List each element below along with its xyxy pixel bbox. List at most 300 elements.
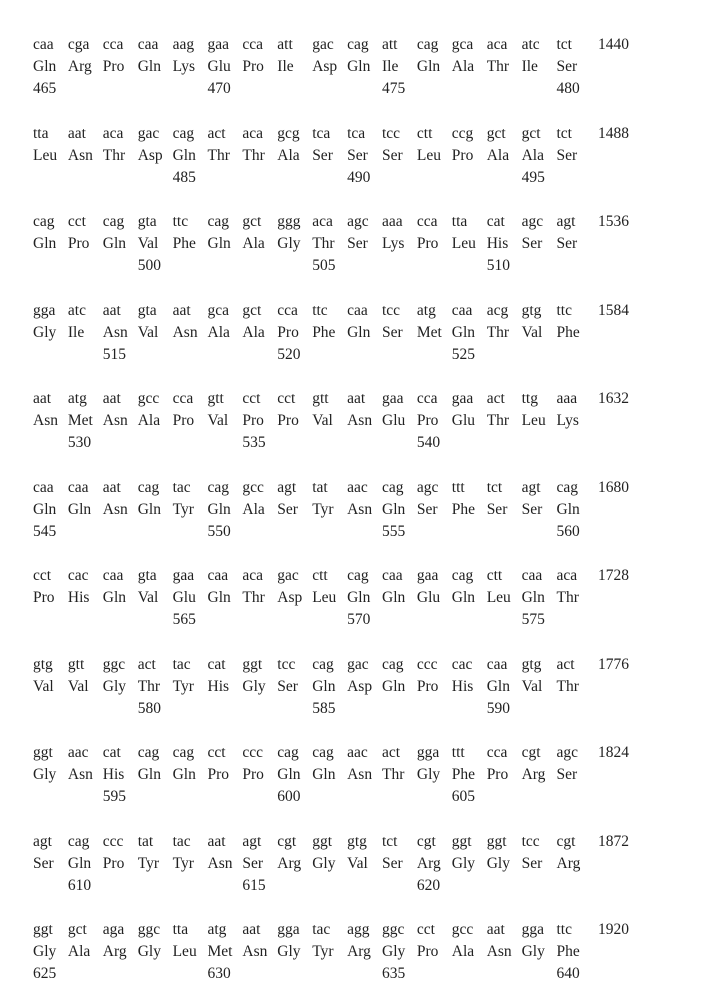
amino-acid: Ala [68, 943, 90, 961]
codon: cag [173, 125, 195, 143]
residue-number: 640 [557, 965, 580, 983]
codon: ggc [138, 921, 160, 939]
codon: cct [208, 744, 226, 762]
amino-acid: Asp [138, 147, 163, 165]
codon: gct [68, 921, 87, 939]
amino-acid: Asn [487, 943, 512, 961]
codon: cag [452, 567, 474, 585]
codon: gtg [347, 833, 367, 851]
sequence-block [0, 390, 702, 460]
amino-acid: Gly [277, 943, 300, 961]
amino-acid: Asn [208, 855, 233, 873]
codon: cgt [522, 744, 541, 762]
amino-acid: Pro [242, 412, 264, 430]
amino-acid: Thr [208, 147, 230, 165]
residue-number: 525 [452, 346, 475, 364]
codon: cag [347, 36, 369, 54]
amino-acid: Thr [312, 235, 334, 253]
amino-acid: Gly [522, 943, 545, 961]
codon: tta [33, 125, 49, 143]
residue-number: 470 [208, 80, 231, 98]
residue-number: 540 [417, 434, 440, 452]
codon: tta [173, 921, 189, 939]
amino-acid: Thr [557, 678, 579, 696]
codon: gaa [208, 36, 230, 54]
residue-number: 625 [33, 965, 56, 983]
amino-acid: Gln [208, 589, 231, 607]
codon: agc [522, 213, 544, 231]
nucleotide-position: 1920 [598, 921, 629, 939]
residue-number: 530 [68, 434, 91, 452]
codon: ttt [452, 744, 465, 762]
codon: aga [103, 921, 125, 939]
codon: aca [242, 125, 263, 143]
sequence-block [0, 833, 702, 903]
amino-acid: Ile [68, 324, 84, 342]
residue-number: 615 [242, 877, 265, 895]
amino-acid: Gln [138, 58, 161, 76]
codon: agc [557, 744, 579, 762]
amino-acid: Ser [522, 855, 543, 873]
amino-acid: Gly [138, 943, 161, 961]
residue-number: 575 [522, 611, 545, 629]
codon: gaa [417, 567, 439, 585]
codon: ttc [173, 213, 189, 231]
codon: caa [347, 302, 368, 320]
codon: tac [173, 656, 191, 674]
amino-acid: Gln [557, 501, 580, 519]
amino-acid: Leu [522, 412, 546, 430]
amino-acid: Ser [417, 501, 438, 519]
codon: gct [242, 213, 261, 231]
amino-acid: Pro [103, 855, 125, 873]
codon: cag [312, 744, 334, 762]
amino-acid: Tyr [312, 501, 333, 519]
codon: ctt [312, 567, 328, 585]
amino-acid: Asn [347, 412, 372, 430]
amino-acid: Ser [557, 58, 578, 76]
codon: tac [173, 479, 191, 497]
amino-acid: Arg [557, 855, 581, 873]
residue-number: 545 [33, 523, 56, 541]
codon: cca [277, 302, 298, 320]
amino-acid: Ser [33, 855, 54, 873]
codon: gga [33, 302, 55, 320]
amino-acid: Gln [33, 235, 56, 253]
codon: caa [33, 36, 54, 54]
codon: aac [347, 479, 368, 497]
codon: cgt [557, 833, 576, 851]
amino-acid: Asn [68, 147, 93, 165]
residue-number: 580 [138, 700, 161, 718]
codon: ggt [487, 833, 507, 851]
residue-number: 485 [173, 169, 196, 187]
residue-number: 600 [277, 788, 300, 806]
amino-acid: Leu [487, 589, 511, 607]
codon: tcc [382, 302, 400, 320]
amino-acid: Pro [417, 235, 439, 253]
codon: ggt [312, 833, 332, 851]
codon: caa [68, 479, 89, 497]
sequence-block [0, 567, 702, 637]
codon: gaa [382, 390, 404, 408]
amino-acid: Gln [382, 501, 405, 519]
codon: cca [173, 390, 194, 408]
amino-acid: Gly [452, 855, 475, 873]
amino-acid: Gly [103, 678, 126, 696]
amino-acid: Gln [452, 324, 475, 342]
amino-acid: Ser [522, 501, 543, 519]
amino-acid: Ala [452, 943, 474, 961]
codon: cca [417, 390, 438, 408]
codon: aaa [557, 390, 578, 408]
codon: cag [208, 479, 230, 497]
codon: gct [522, 125, 541, 143]
amino-acid: Gln [452, 589, 475, 607]
codon: ggt [33, 921, 53, 939]
amino-acid: Gln [347, 58, 370, 76]
codon: att [382, 36, 398, 54]
sequence-block [0, 36, 702, 106]
amino-acid: Gly [382, 943, 405, 961]
codon: cag [382, 656, 404, 674]
codon: ctt [417, 125, 433, 143]
amino-acid: Gly [33, 324, 56, 342]
codon: cac [452, 656, 473, 674]
amino-acid: Pro [487, 766, 509, 784]
codon: ttc [557, 302, 573, 320]
amino-acid: Gln [347, 324, 370, 342]
codon: caa [382, 567, 403, 585]
codon: tct [557, 36, 573, 54]
codon: gga [417, 744, 439, 762]
residue-number: 515 [103, 346, 126, 364]
codon: gtg [33, 656, 53, 674]
residue-number: 560 [557, 523, 580, 541]
amino-acid: Leu [33, 147, 57, 165]
amino-acid: Asp [277, 589, 302, 607]
codon: ccc [417, 656, 438, 674]
sequence-block [0, 921, 702, 991]
amino-acid: Gln [382, 589, 405, 607]
codon: gcc [242, 479, 264, 497]
amino-acid: Gly [33, 943, 56, 961]
amino-acid: Ser [382, 147, 403, 165]
residue-number: 570 [347, 611, 370, 629]
codon: cca [417, 213, 438, 231]
codon: caa [138, 36, 159, 54]
amino-acid: Ala [242, 324, 264, 342]
amino-acid: Gly [487, 855, 510, 873]
codon: cat [103, 744, 121, 762]
amino-acid: Ile [277, 58, 293, 76]
amino-acid: Gln [417, 58, 440, 76]
amino-acid: Gln [173, 766, 196, 784]
amino-acid: Pro [417, 678, 439, 696]
amino-acid: Phe [452, 501, 475, 519]
residue-number: 630 [208, 965, 231, 983]
codon: gca [452, 36, 474, 54]
amino-acid: Leu [417, 147, 441, 165]
amino-acid: Thr [487, 412, 509, 430]
amino-acid: Val [68, 678, 89, 696]
codon: caa [208, 567, 229, 585]
codon: cat [208, 656, 226, 674]
amino-acid: Val [138, 589, 159, 607]
nucleotide-position: 1488 [598, 125, 629, 143]
codon: ggt [242, 656, 262, 674]
amino-acid: His [452, 678, 474, 696]
codon: acg [487, 302, 509, 320]
codon: cct [277, 390, 295, 408]
amino-acid: Thr [138, 678, 160, 696]
amino-acid: Gln [382, 678, 405, 696]
codon: atg [68, 390, 87, 408]
codon: aac [68, 744, 89, 762]
amino-acid: Ser [557, 235, 578, 253]
codon: gtt [68, 656, 84, 674]
amino-acid: Glu [417, 589, 440, 607]
codon: ccc [242, 744, 263, 762]
amino-acid: Ser [312, 147, 333, 165]
codon: aac [347, 744, 368, 762]
sequence-block [0, 479, 702, 549]
nucleotide-position: 1440 [598, 36, 629, 54]
codon: ggt [452, 833, 472, 851]
codon: ttg [522, 390, 538, 408]
codon: tat [312, 479, 328, 497]
nucleotide-position: 1632 [598, 390, 629, 408]
codon: cct [417, 921, 435, 939]
amino-acid: Asp [312, 58, 337, 76]
amino-acid: Glu [208, 58, 231, 76]
codon: aat [103, 390, 121, 408]
amino-acid: Pro [242, 766, 264, 784]
codon: aca [487, 36, 508, 54]
codon: aat [487, 921, 505, 939]
amino-acid: Gln [33, 58, 56, 76]
amino-acid: Gln [68, 501, 91, 519]
amino-acid: Tyr [312, 943, 333, 961]
codon: cag [173, 744, 195, 762]
amino-acid: Gln [277, 766, 300, 784]
codon: aag [173, 36, 195, 54]
amino-acid: Pro [277, 412, 299, 430]
codon: cga [68, 36, 90, 54]
codon: agc [417, 479, 439, 497]
codon: cag [557, 479, 579, 497]
amino-acid: Leu [452, 235, 476, 253]
amino-acid: Tyr [173, 501, 194, 519]
codon: aat [347, 390, 365, 408]
codon: aat [68, 125, 86, 143]
amino-acid: Thr [487, 58, 509, 76]
residue-number: 635 [382, 965, 405, 983]
codon: aca [103, 125, 124, 143]
codon: gga [277, 921, 299, 939]
amino-acid: Thr [487, 324, 509, 342]
amino-acid: Arg [417, 855, 441, 873]
codon: cat [487, 213, 505, 231]
residue-number: 550 [208, 523, 231, 541]
amino-acid: Gln [68, 855, 91, 873]
amino-acid: Gln [103, 589, 126, 607]
sequence-block [0, 656, 702, 726]
residue-number: 505 [312, 257, 335, 275]
amino-acid: Val [312, 412, 333, 430]
codon: gcc [138, 390, 160, 408]
amino-acid: Asn [68, 766, 93, 784]
codon: gac [138, 125, 160, 143]
amino-acid: Asn [173, 324, 198, 342]
amino-acid: Gln [347, 589, 370, 607]
amino-acid: Gln [33, 501, 56, 519]
amino-acid: Ser [382, 855, 403, 873]
residue-number: 620 [417, 877, 440, 895]
amino-acid: Pro [208, 766, 230, 784]
amino-acid: Leu [312, 589, 336, 607]
residue-number: 605 [452, 788, 475, 806]
amino-acid: Glu [452, 412, 475, 430]
amino-acid: Ala [452, 58, 474, 76]
codon: tca [312, 125, 330, 143]
amino-acid: Val [522, 678, 543, 696]
codon: gta [138, 213, 157, 231]
codon: gtt [208, 390, 224, 408]
codon: cct [242, 390, 260, 408]
codon: agg [347, 921, 369, 939]
codon: tcc [522, 833, 540, 851]
codon: ggc [103, 656, 125, 674]
nucleotide-position: 1728 [598, 567, 629, 585]
codon: cca [242, 36, 263, 54]
amino-acid: Arg [522, 766, 546, 784]
codon: gta [138, 567, 157, 585]
sequence-block [0, 213, 702, 283]
codon: tac [312, 921, 330, 939]
codon: cca [103, 36, 124, 54]
residue-number: 520 [277, 346, 300, 364]
amino-acid: Gln [522, 589, 545, 607]
amino-acid: Pro [277, 324, 299, 342]
codon: aat [33, 390, 51, 408]
codon: gaa [173, 567, 195, 585]
amino-acid: Ala [242, 501, 264, 519]
amino-acid: Val [347, 855, 368, 873]
codon: gct [242, 302, 261, 320]
codon: act [487, 390, 505, 408]
codon: tcc [382, 125, 400, 143]
codon: cac [68, 567, 89, 585]
amino-acid: Gly [33, 766, 56, 784]
sequence-block [0, 744, 702, 814]
amino-acid: Tyr [173, 855, 194, 873]
residue-number: 490 [347, 169, 370, 187]
codon: ctt [487, 567, 503, 585]
residue-number: 480 [557, 80, 580, 98]
codon: agt [33, 833, 52, 851]
codon: cag [208, 213, 230, 231]
amino-acid: Thr [103, 147, 125, 165]
amino-acid: Thr [242, 147, 264, 165]
residue-number: 495 [522, 169, 545, 187]
codon: tca [347, 125, 365, 143]
codon: agt [242, 833, 261, 851]
codon: atc [522, 36, 540, 54]
codon: tat [138, 833, 154, 851]
amino-acid: Met [208, 943, 233, 961]
nucleotide-position: 1776 [598, 656, 629, 674]
codon: tct [487, 479, 503, 497]
residue-number: 535 [242, 434, 265, 452]
nucleotide-position: 1584 [598, 302, 629, 320]
codon: att [277, 36, 293, 54]
amino-acid: Ala [277, 147, 299, 165]
nucleotide-position: 1536 [598, 213, 629, 231]
codon: aat [173, 302, 191, 320]
residue-number: 610 [68, 877, 91, 895]
codon: cag [347, 567, 369, 585]
codon: cag [277, 744, 299, 762]
amino-acid: Gln [138, 501, 161, 519]
amino-acid: Val [522, 324, 543, 342]
amino-acid: Gln [208, 501, 231, 519]
amino-acid: His [487, 235, 509, 253]
amino-acid: Tyr [173, 678, 194, 696]
codon: aca [242, 567, 263, 585]
codon: cag [417, 36, 439, 54]
codon: ttc [312, 302, 328, 320]
residue-number: 465 [33, 80, 56, 98]
codon: cag [68, 833, 90, 851]
codon: act [382, 744, 400, 762]
amino-acid: Asp [347, 678, 372, 696]
codon: cca [487, 744, 508, 762]
amino-acid: Asn [242, 943, 267, 961]
codon: gac [312, 36, 334, 54]
amino-acid: Phe [173, 235, 196, 253]
codon: cag [382, 479, 404, 497]
codon: aca [312, 213, 333, 231]
amino-acid: His [68, 589, 90, 607]
codon: ttc [557, 921, 573, 939]
codon: gga [522, 921, 544, 939]
codon: aca [557, 567, 578, 585]
codon: cct [33, 567, 51, 585]
amino-acid: Ser [347, 147, 368, 165]
amino-acid: Phe [557, 324, 580, 342]
codon: ccc [103, 833, 124, 851]
residue-number: 510 [487, 257, 510, 275]
amino-acid: Ser [382, 324, 403, 342]
amino-acid: Met [68, 412, 93, 430]
amino-acid: Tyr [138, 855, 159, 873]
codon: cag [103, 213, 125, 231]
amino-acid: Asn [103, 412, 128, 430]
amino-acid: Pro [33, 589, 55, 607]
amino-acid: Pro [417, 412, 439, 430]
amino-acid: Val [33, 678, 54, 696]
amino-acid: Gly [417, 766, 440, 784]
codon: atc [68, 302, 86, 320]
amino-acid: Asn [103, 501, 128, 519]
amino-acid: Phe [557, 943, 580, 961]
codon: ggc [382, 921, 404, 939]
amino-acid: Gly [242, 678, 265, 696]
nucleotide-position: 1872 [598, 833, 629, 851]
sequence-block [0, 302, 702, 372]
amino-acid: Met [417, 324, 442, 342]
